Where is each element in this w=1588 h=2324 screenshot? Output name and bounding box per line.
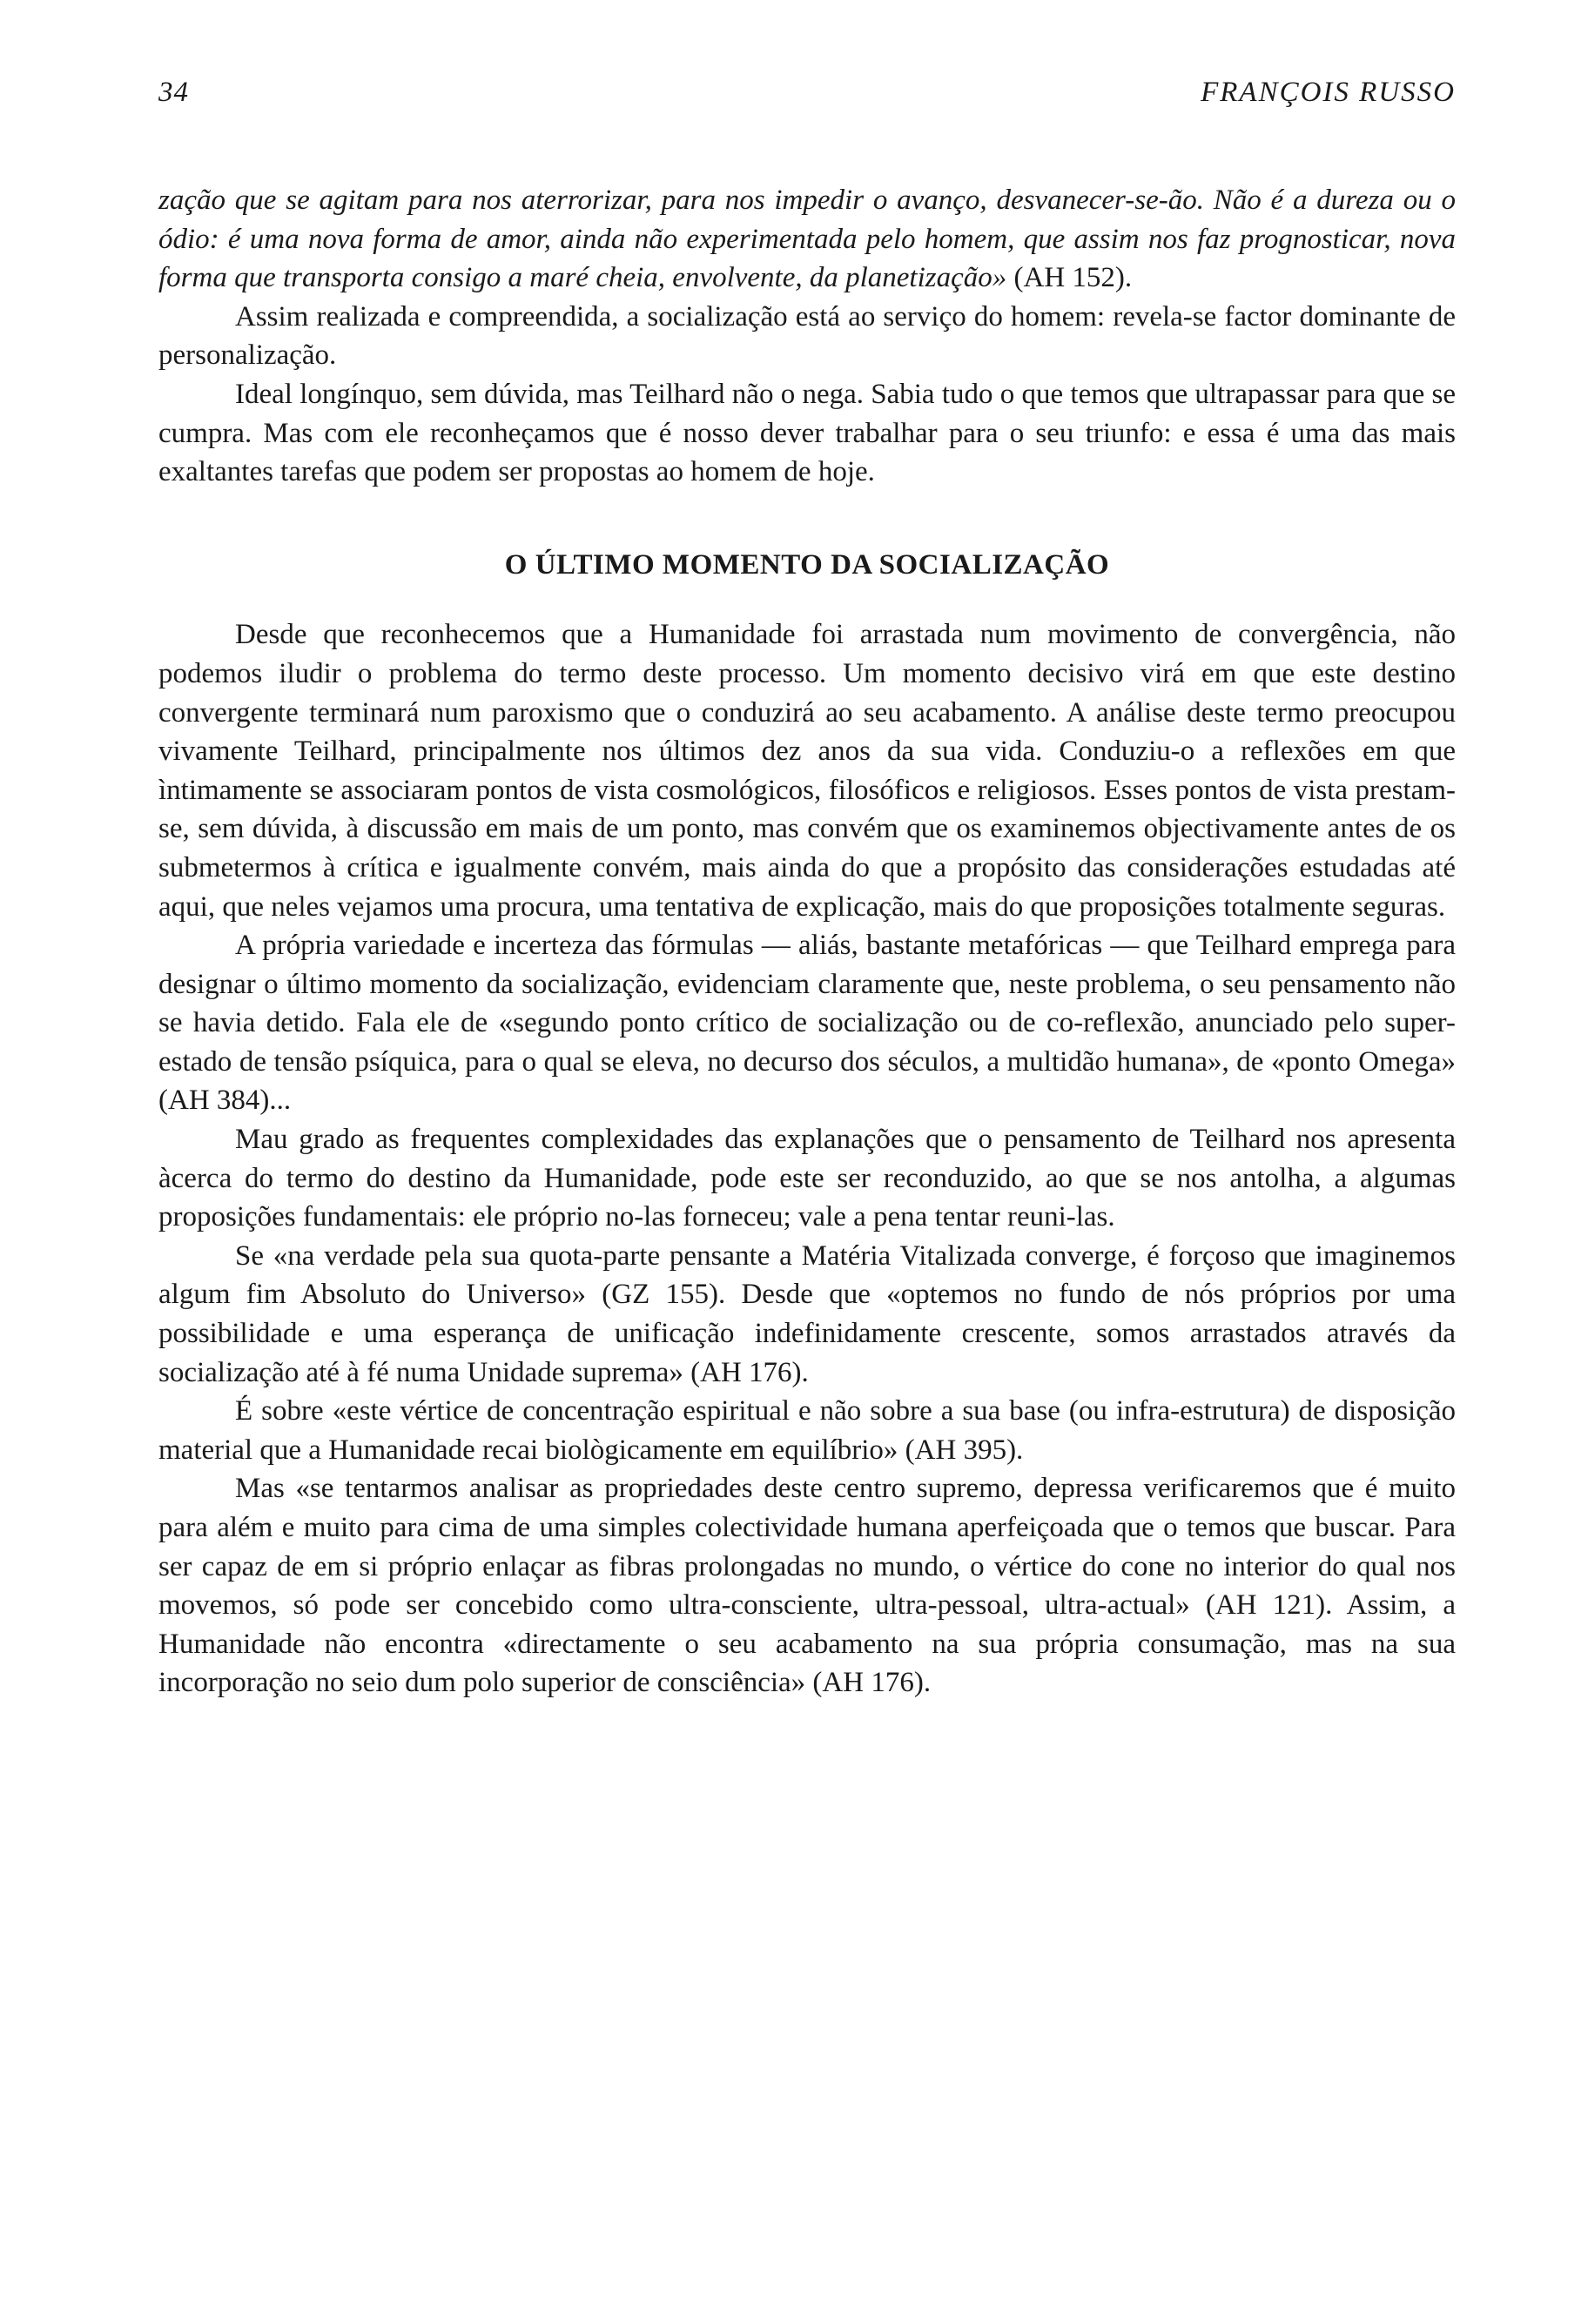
paragraph: Mau grado as frequentes complexidades das explanações que o pensamento de Teilhard nos apresenta àcerca do termo do destino da Humanidade, pode este ser reconduzido, ao que se nos antolha, a algumas proposições fundamentais: ele próprio no-las forneceu; vale a pena tentar reuni-las.	[158, 1124, 1456, 1233]
body-text	[158, 181, 1456, 1703]
section-title: O ÚLTIMO MOMENTO DA SOCIALIZAÇÃO	[504, 548, 1110, 581]
paragraph: Mas «se tentarmos analisar as propriedades deste centro supremo, depressa verificaremos que é muito para além e muito para cima de uma simples colectividade humana aperfeiçoada que o temos que buscar. Para ser capaz de em si próprio enlaçar as fibras prolongadas no mundo, o vértice do cone no interior do qual nos movemos, só pode ser concebido como ultra-consciente, ultra-pessoal, ultra-actual» (AH 121). Assim, a Humanidade não encontra «directamente o seu acabamento na sua própria consumação, mas na sua incorporação no seio dum polo superior de consciência» (AH 176).	[158, 1473, 1456, 1699]
running-head: FRANÇOIS RUSSO	[1201, 77, 1456, 108]
paragraph: Se «na verdade pela sua quota-parte pensante a Matéria Vitalizada converge, é forçoso que imaginemos algum fim Absoluto do Universo» (GZ 155). Desde que «optemos no fundo de nós próprios por uma possibilidade e uma esperança de unificação indefinidamente crescente, somos arrastados através da socialização até à fé numa Unidade suprema» (AH 176).	[158, 1239, 1456, 1388]
quote-continuation	[158, 181, 1456, 298]
page-number: 34	[158, 77, 189, 108]
page-header	[158, 77, 1456, 120]
paragraph: A própria variedade e incerteza das fórmulas — aliás, bastante metafóricas — que Teilhard emprega para designar o último momento da socialização, evidenciam claramente que, neste problema, o seu pensamento não se havia detido. Fala ele de «segundo ponto crítico de socialização ou de co-reflexão, anunciado pelo super-estado de tensão psíquica, para o qual se eleva, no decurso dos séculos, a multidão humana», de «ponto Omega» (AH 384)...	[158, 930, 1456, 1117]
paragraph: Desde que reconhecemos que a Humanidade foi arrastada num movimento de convergência, não podemos iludir o problema do termo deste processo. Um momento decisivo virá em que este destino convergente terminará num paroxismo que o conduzirá ao seu acabamento. A análise deste termo preocupou vivamente Teilhard, principalmente nos últimos dez anos da sua vida. Conduziu-o a reflexões em que ìntimamente se associaram pontos de vista cosmológicos, filosóficos e religiosos. Esses pontos de vista prestam-se, sem dúvida, à discussão em mais de um ponto, mas convém que os examinemos objectivamente antes de os submetermos à crítica e igualmente convém, mais ainda do que a propósito das considerações estudadas até aqui, que neles vejamos uma procura, uma tentativa de explicação, mais do que proposições totalmente seguras.	[158, 619, 1456, 923]
quote-text: zação que se agitam para nos aterrorizar, para nos impedir o avanço, desvanecer-se-ão. Não é a dureza ou o ódio: é uma nova forma de amor, ainda não experimentada pelo homem, que assim nos faz prognosticar, nova forma que transporta consigo a maré cheia, envolvente, da planetização»	[158, 185, 1456, 294]
quote-reference: (AH 152).	[1006, 262, 1133, 294]
paragraph: É sobre «este vértice de concentração espiritual e não sobre a sua base (ou infra-estrutura) de disposição material que a Humanidade recai biològicamente em equilíbrio» (AH 395).	[158, 1395, 1456, 1466]
paragraph: Ideal longínquo, sem dúvida, mas Teilhard não o nega. Sabia tudo o que temos que ultrapassar para que se cumpra. Mas com ele reconheçamos que é nosso dever trabalhar para o seu triunfo: e essa é uma das mais exaltantes tarefas que podem ser propostas ao homem de hoje.	[158, 378, 1456, 488]
paragraph: Assim realizada e compreendida, a socialização está ao serviço do homem: revela-se factor dominante de personalização.	[158, 300, 1456, 372]
